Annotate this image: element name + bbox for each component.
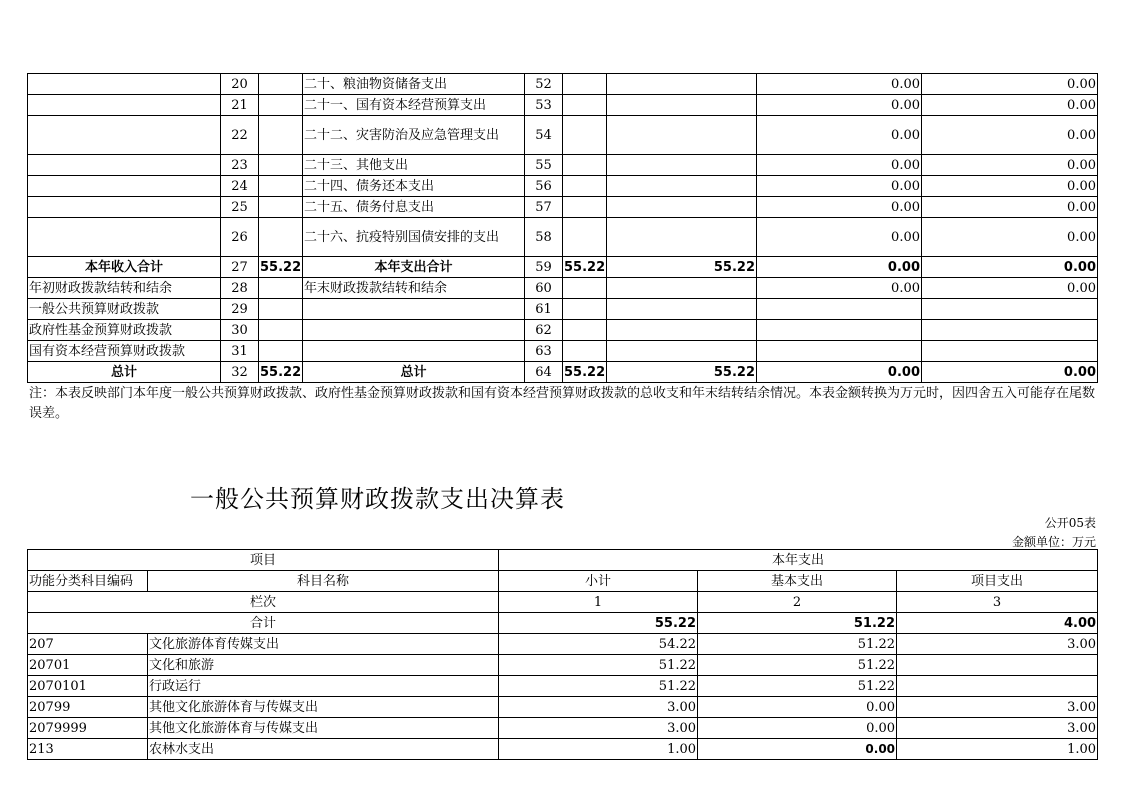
subject-code: 213 [28,739,148,760]
expense-state-capital: 0.00 [922,278,1098,299]
expense-line-number: 57 [525,197,563,218]
expense-item: 二十二、灾害防治及应急管理支出 [303,116,525,155]
subtotal: 3.00 [499,697,698,718]
expense-government-fund: 0.00 [757,155,922,176]
table-row [28,197,1098,218]
project-expense [897,676,1098,697]
income-amount: 55.22 [259,257,303,278]
income-item [28,176,221,197]
table-row [28,299,1098,320]
header-row-1 [28,550,1098,571]
expense-state-capital [922,341,1098,362]
subject-code: 2070101 [28,676,148,697]
expense-general-budget [607,176,757,197]
income-line-number: 22 [221,116,259,155]
expense-line-number: 56 [525,176,563,197]
subtotal: 54.22 [499,634,698,655]
header-col2: 2 [698,592,897,613]
total-project: 4.00 [897,613,1098,634]
income-item [28,95,221,116]
income-line-number: 23 [221,155,259,176]
income-item: 一般公共预算财政拨款 [28,299,221,320]
income-amount [259,116,303,155]
table-row [28,341,1098,362]
income-item [28,218,221,257]
expense-state-capital: 0.00 [922,257,1098,278]
subject-code: 20701 [28,655,148,676]
header-project-expense: 项目支出 [897,571,1098,592]
income-line-number: 28 [221,278,259,299]
basic-expense: 51.22 [698,655,897,676]
income-line-number: 20 [221,74,259,95]
expense-general-budget [607,341,757,362]
expense-total [563,95,607,116]
header-column-index: 栏次 [28,592,499,613]
expense-total [563,341,607,362]
amount-unit: 金额单位：万元 [1011,535,1096,549]
subject-name: 文化旅游体育传媒支出 [148,634,499,655]
income-item: 政府性基金预算财政拨款 [28,320,221,341]
table-row [28,362,1098,383]
table-note: 注：本表反映部门本年度一般公共预算财政拨款、政府性基金预算财政拨款和国有资本经营预算财政拨款的总收支和年末结转结余情况。本表金额转换为万元时，因四舍五入可能存在尾数误差。 [29,386,1096,421]
expense-government-fund: 0.00 [757,257,922,278]
total-label: 合计 [28,613,499,634]
expense-government-fund: 0.00 [757,116,922,155]
subtotal: 51.22 [499,655,698,676]
expense-government-fund: 0.00 [757,74,922,95]
expense-total [563,176,607,197]
expense-line-number: 60 [525,278,563,299]
header-current-year-expense: 本年支出 [499,550,1098,571]
income-line-number: 30 [221,320,259,341]
header-name: 科目名称 [148,571,499,592]
project-expense: 3.00 [897,697,1098,718]
expense-general-budget [607,116,757,155]
expense-total [563,320,607,341]
income-amount [259,218,303,257]
header-project: 项目 [28,550,499,571]
expense-total [563,155,607,176]
expense-government-fund: 0.00 [757,197,922,218]
expense-state-capital: 0.00 [922,155,1098,176]
expense-state-capital: 0.00 [922,218,1098,257]
table-row [28,176,1098,197]
expense-government-fund [757,299,922,320]
form-number: 公开05表 [1044,516,1096,530]
income-item: 年初财政拨款结转和结余 [28,278,221,299]
expense-state-capital: 0.00 [922,362,1098,383]
expense-general-budget [607,197,757,218]
header-col1: 1 [499,592,698,613]
expense-government-fund [757,341,922,362]
header-col3: 3 [897,592,1098,613]
subject-code: 2079999 [28,718,148,739]
header-row-3 [28,592,1098,613]
expense-state-capital: 0.00 [922,95,1098,116]
basic-expense: 0.00 [698,697,897,718]
expense-state-capital: 0.00 [922,197,1098,218]
table-row [28,718,1098,739]
table-row [28,634,1098,655]
income-item [28,197,221,218]
expense-general-budget [607,278,757,299]
income-amount [259,197,303,218]
project-expense: 1.00 [897,739,1098,760]
total-row [28,613,1098,634]
income-expense-summary-table [27,73,1098,383]
basic-expense: 0.00 [698,718,897,739]
project-expense: 3.00 [897,634,1098,655]
expense-general-budget [607,320,757,341]
table-row [28,257,1098,278]
subject-name: 农林水支出 [148,739,499,760]
income-item [28,74,221,95]
subtotal: 51.22 [499,676,698,697]
expense-state-capital [922,299,1098,320]
expense-total [563,218,607,257]
income-line-number: 27 [221,257,259,278]
expense-state-capital [922,320,1098,341]
income-line-number: 21 [221,95,259,116]
expense-item: 年末财政拨款结转和结余 [303,278,525,299]
expense-line-number: 55 [525,155,563,176]
expense-item: 二十、粮油物资储备支出 [303,74,525,95]
income-line-number: 32 [221,362,259,383]
expense-line-number: 62 [525,320,563,341]
expense-line-number: 61 [525,299,563,320]
table-row [28,95,1098,116]
subject-name: 其他文化旅游体育与传媒支出 [148,697,499,718]
expense-total [563,74,607,95]
subject-name: 其他文化旅游体育与传媒支出 [148,718,499,739]
basic-expense: 0.00 [698,739,897,760]
expense-total [563,197,607,218]
income-item [28,155,221,176]
expense-government-fund: 0.00 [757,278,922,299]
total-basic: 51.22 [698,613,897,634]
expense-government-fund: 0.00 [757,95,922,116]
income-amount [259,299,303,320]
expense-state-capital: 0.00 [922,176,1098,197]
expense-item: 二十五、债务付息支出 [303,197,525,218]
expense-total: 55.22 [563,362,607,383]
table-row [28,739,1098,760]
expense-government-fund: 0.00 [757,362,922,383]
income-amount [259,320,303,341]
expense-general-budget [607,95,757,116]
expense-item [303,341,525,362]
income-item: 本年收入合计 [28,257,221,278]
header-row-2 [28,571,1098,592]
subtotal: 1.00 [499,739,698,760]
income-line-number: 26 [221,218,259,257]
income-item [28,116,221,155]
expense-general-budget: 55.22 [607,362,757,383]
income-amount [259,341,303,362]
expense-item: 二十三、其他支出 [303,155,525,176]
expense-government-fund [757,320,922,341]
subtotal: 3.00 [499,718,698,739]
expense-line-number: 54 [525,116,563,155]
expense-general-budget [607,299,757,320]
expense-government-fund: 0.00 [757,218,922,257]
expense-general-budget [607,155,757,176]
income-line-number: 29 [221,299,259,320]
expense-state-capital: 0.00 [922,116,1098,155]
page-title: 一般公共预算财政拨款支出决算表 [190,485,565,513]
header-basic: 基本支出 [698,571,897,592]
table-row [28,655,1098,676]
table-row [28,320,1098,341]
expense-total [563,278,607,299]
income-amount [259,95,303,116]
expense-total [563,299,607,320]
expense-general-budget [607,74,757,95]
income-amount [259,176,303,197]
income-amount [259,155,303,176]
project-expense [897,655,1098,676]
subject-name: 行政运行 [148,676,499,697]
expense-general-budget: 55.22 [607,257,757,278]
expense-item [303,320,525,341]
subject-code: 20799 [28,697,148,718]
table-row [28,697,1098,718]
income-item: 总计 [28,362,221,383]
expense-state-capital: 0.00 [922,74,1098,95]
expense-line-number: 53 [525,95,563,116]
expense-line-number: 52 [525,74,563,95]
expense-total: 55.22 [563,257,607,278]
table-row [28,116,1098,155]
expense-government-fund: 0.00 [757,176,922,197]
basic-expense: 51.22 [698,634,897,655]
income-line-number: 31 [221,341,259,362]
header-code: 功能分类科目编码 [28,571,148,592]
expense-line-number: 58 [525,218,563,257]
basic-expense: 51.22 [698,676,897,697]
project-expense: 3.00 [897,718,1098,739]
expense-item: 二十一、国有资本经营预算支出 [303,95,525,116]
expense-line-number: 63 [525,341,563,362]
subject-name: 文化和旅游 [148,655,499,676]
expense-item: 二十六、抗疫特别国债安排的支出 [303,218,525,257]
expense-line-number: 64 [525,362,563,383]
expense-line-number: 59 [525,257,563,278]
table-row [28,278,1098,299]
income-line-number: 24 [221,176,259,197]
expense-total [563,116,607,155]
total-subtotal: 55.22 [499,613,698,634]
table-row [28,218,1098,257]
income-amount: 55.22 [259,362,303,383]
income-amount [259,278,303,299]
table-row [28,676,1098,697]
expense-item: 本年支出合计 [303,257,525,278]
header-subtotal: 小计 [499,571,698,592]
expense-general-budget [607,218,757,257]
income-item: 国有资本经营预算财政拨款 [28,341,221,362]
subject-code: 207 [28,634,148,655]
income-amount [259,74,303,95]
expense-table [27,549,1098,760]
table-row [28,74,1098,95]
expense-item: 总计 [303,362,525,383]
expense-item: 二十四、债务还本支出 [303,176,525,197]
table-row [28,155,1098,176]
income-line-number: 25 [221,197,259,218]
expense-item [303,299,525,320]
